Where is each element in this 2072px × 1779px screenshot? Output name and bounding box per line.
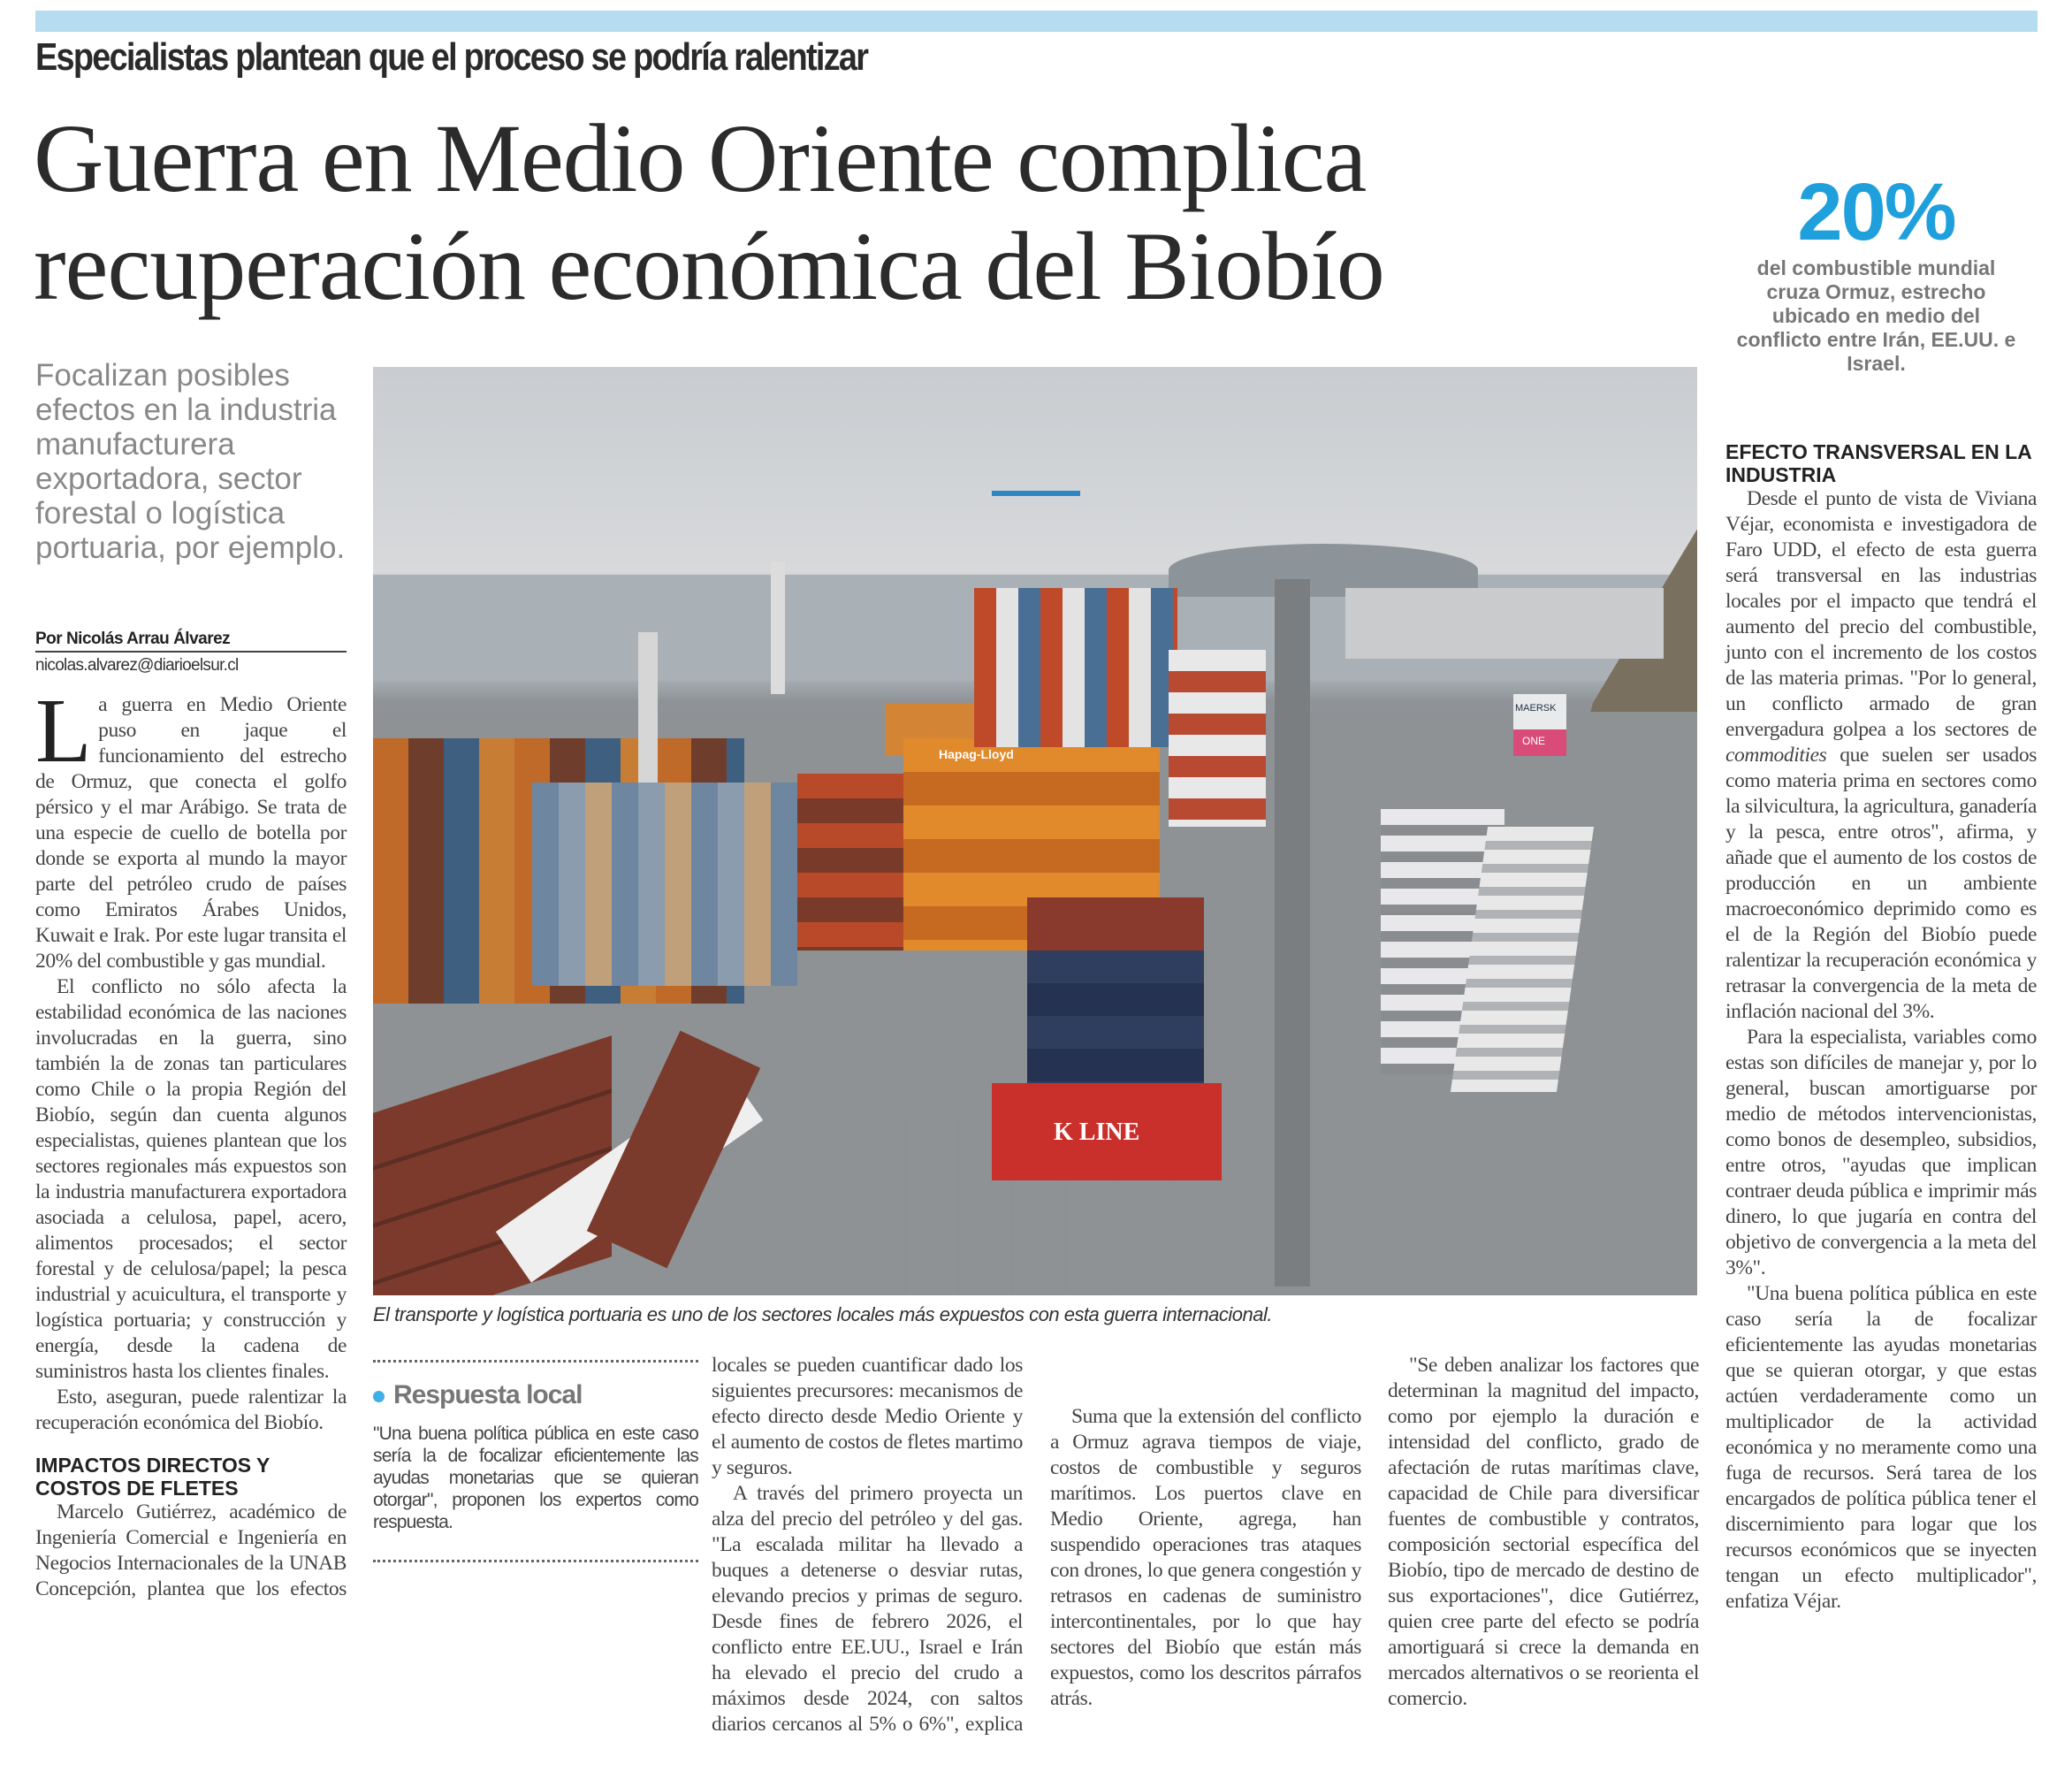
author-email[interactable]: nicolas.alvarez@diarioelsur.cl: [35, 656, 239, 675]
headline: Guerra en Medio Oriente complica recuperación económica del Biobío: [34, 104, 1384, 320]
paragraph: A través del primero proyecta un alza del precio del petróleo y del gas. "La escalada militar ha llevado a buques a detenerse o desviar rutas, elevando precios y primas de seguro. Desde fines de febrero 2026, el conflicto entre EE.UU., Israel e Irán ha elevado el precio del crudo a máximos desde 2024, con saltos diarios cercanos al 5% o 6%", explica: [712, 1482, 1023, 1736]
column-3: [1050, 1353, 1361, 1712]
paragraph: Para la especialista, variables como estas son difíciles de manejar y, por lo general, buscan amortiguarse por medio de métodos intervencionistas, como bonos de desempleo, subsidios, entre otros, "ayudas que implican contraer deuda pública e imprimir más dinero, lo que jugaría en contra del objetivo de convergencia a la meta del 3%".: [1725, 1026, 2037, 1279]
box-text: "Una buena política pública en este caso sería la de focalizar eficientemente las ayudas monetarias que se quieran otorgar", proponen los expertos como respuesta.: [373, 1424, 698, 1532]
column-1: [35, 680, 347, 1753]
paragraph: Marcelo Gutiérrez, académico de Ingeniería Comercial e Ingeniería en Negocios Internacionales de la UNAB Concepción, plantea que los efectos: [35, 1500, 347, 1600]
deck: Focalizan posibles efectos en la industria manufacturera exportadora, sector forestal o logística portuaria, por ejemplo.: [35, 358, 346, 565]
paragraph-continued: [1050, 1353, 1361, 1404]
container-maersk: MAERSK: [1513, 694, 1566, 729]
photo-caption: El transporte y logística portuaria es uno de los sectores locales más expuestos con esta guerra internacional.: [373, 1303, 1272, 1325]
box-title: Respuesta local: [393, 1380, 583, 1409]
paragraph: a guerra en Medio Oriente puso en jaque el funcionamiento del estrecho de Ormuz, que conecta el golfo pérsico y el mar Arábigo. Se trata de una especie de cuello de botella por donde se exporta al mundo la mayor parte del petróleo crudo de países como Emiratos Árabes Unidos, Kuwait e Irak. Por este lugar transita el 20% del combustible y gas mundial.: [35, 693, 347, 973]
port-photo: [373, 367, 1697, 1295]
dropcap: L: [35, 680, 92, 782]
container-k-line: K LINE: [992, 1083, 1222, 1180]
column-4: [1388, 1353, 1699, 1712]
paragraph: Desde el punto de vista de Viviana Véjar, economista e investigadora de Faro UDD, el efecto de esta guerra será transversal en las industrias locales por el impacto que tendrá el aumento del precio del combustible, junto con el incremento de los costos de las materia primas. "Por lo general, un conflicto armado de gran envergadura golpea a los sectores de commodities que suelen ser usados como materia prima en sectores como la silvicultura, la agricultura, ganadería y la pesca, entre otros", afirma, y añade que el aumento de los costos de producción en un ambiente macroeconómico deprimido como es el de la Región del Biobío puede ralentizar la recuperación económica y retrasar la convergencia de la meta de inflación nacional del 3%.: [1725, 487, 2037, 1023]
paragraph: "Una buena política pública en este caso sería la de focalizar eficientemente las ayudas monetarias que se quieran otorgar, y que estas actúen verdaderamente como un multiplicador de la actividad económica y no meramente como una fuga de recursos. Será tarea de los encargados de política pública tener el discernimiento para logar que los recursos económicos que se inyecten tengan un efecto multiplicador", enfatiza Véjar.: [1725, 1282, 2037, 1613]
paragraph: Suma que la extensión del conflicto a Ormuz agrava tiempos de viaje, costos de combustible y seguros marítimos. Los puertos clave en Medio Oriente, agrega, han suspendido operaciones tras ataques con drones, lo que genera congestión y retrasos en cadenas de suministro intercontinentales, por lo que hay sectores del Biobío que están más expuestos, como los descritos párrafos atrás.: [1050, 1405, 1361, 1710]
kicker: Especialistas plantean que el proceso se podría ralentizar: [35, 35, 868, 79]
paragraph: Esto, aseguran, puede ralentizar la recuperación económica del Biobío.: [35, 1386, 347, 1434]
subheading: IMPACTOS DIRECTOS Y COSTOS DE FLETES: [35, 1454, 270, 1500]
stat-value: 20%: [1797, 167, 1955, 257]
container-one: ONE: [1513, 729, 1566, 756]
paragraph: "Se deben analizar los factores que determinan la magnitud del impacto, como por ejemplo la duración e intensidad del conflicto, grado de afectación de rutas marítimas clave, capacidad de Chile para diversificar fuentes de combustible y contratos, composición sectorial específica del Biobío, tipo de mercado de destino de sus exportaciones", dice Gutiérrez, quien cree parte del efecto se podría amortiguará si crece la demanda en mercados alternativos o se reorienta el comercio.: [1388, 1354, 1699, 1710]
subheading: EFECTO TRANSVERSAL EN LA INDUSTRIA: [1725, 440, 2031, 486]
stat-text: del combustible mundial cruza Ormuz, estrecho ubicado en medio del conflicto entre Irán, EE.UU. e Israel.: [1736, 256, 2016, 375]
paragraph: El conflicto no sólo afecta la estabilidad económica de las naciones involucradas en la guerra, sino también la de zonas tan particulares como Chile o la propia Región del Biobío, según dan cuenta algunos especialistas, quienes plantean que los sectores regionales más expuestos son la industria manufacturera exportadora asociada a celulosa, papel, acero, alimentos procesados; el sector forestal y de celulosa/papel; la pesca industrial y acuicultura, el transporte y logística portuaria; y construcción y energía, desde la cadena de suministros hasta los clientes finales.: [35, 975, 347, 1383]
respuesta-local-box: [373, 1360, 698, 1562]
column-2: [712, 1353, 1023, 1737]
stat-callout: [1733, 168, 2020, 376]
container-stack-hapag-lloyd: Hapag-Lloyd: [903, 738, 1160, 951]
column-5: [1725, 423, 2037, 1615]
bullet-dot-icon: [373, 1391, 385, 1402]
byline: Por Nicolás Arrau Álvarez: [35, 630, 347, 653]
top-color-bar: [35, 11, 2038, 32]
paragraph-continued: locales se pueden cuantificar dado los siguientes precursores: mecanismos de efecto directo desde Medio Oriente y el aumento de costos de fletes martimo y seguros.: [712, 1354, 1023, 1479]
